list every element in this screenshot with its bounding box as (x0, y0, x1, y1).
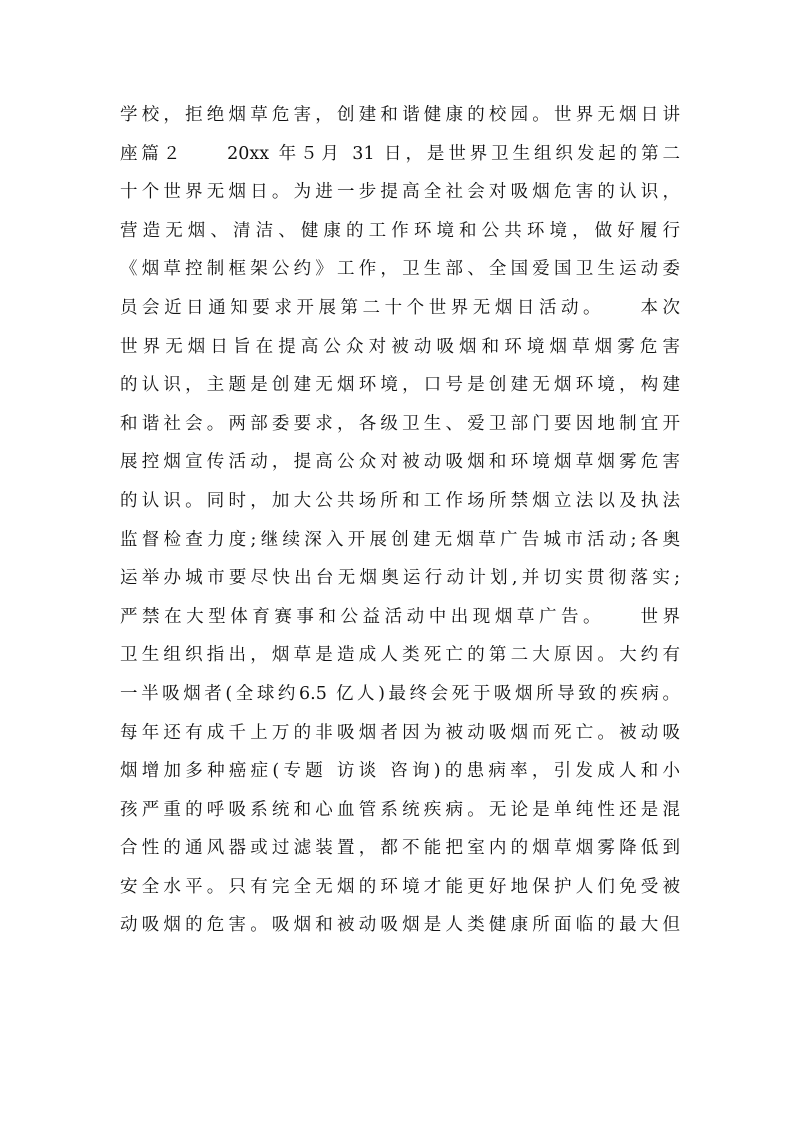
text-line: 合性的通风器或过滤装置，都不能把室内的烟草烟雾降低到 (120, 838, 680, 859)
text-line: 一半吸烟者(全球约6.5 亿人)最终会死于吸烟所导致的疾病。 (120, 683, 680, 704)
text-line: 动吸烟的危害。吸烟和被动吸烟是人类健康所面临的最大但 (120, 915, 680, 936)
text-line: 每年还有成千上万的非吸烟者因为被动吸烟而死亡。被动吸 (120, 722, 680, 743)
text-line: 营造无烟、清洁、健康的工作环境和公共环境，做好履行 (120, 220, 680, 241)
text-line: 的认识，主题是创建无烟环境，口号是创建无烟环境，构建 (120, 375, 680, 396)
text-line: 学校，拒绝烟草危害，创建和谐健康的校园。世界无烟日讲 (120, 105, 680, 125)
text-line: 展控烟宣传活动，提高公众对被动吸烟和环境烟草烟雾危害 (120, 452, 680, 473)
text-line: 卫生组织指出，烟草是造成人类死亡的第二大原因。大约有 (120, 645, 680, 666)
text-line: 员会近日通知要求开展第二十个世界无烟日活动。 本次 (120, 297, 680, 318)
text-line: 十个世界无烟日。为进一步提高全社会对吸烟危害的认识， (120, 182, 680, 203)
text-line: 运举办城市要尽快出台无烟奥运行动计划,并切实贯彻落实; (120, 568, 680, 589)
text-line: 世界无烟日旨在提高公众对被动吸烟和环境烟草烟雾危害 (120, 336, 680, 357)
text-line: 座篇２ 20xx 年５月 31 日，是世界卫生组织发起的第二 (120, 143, 680, 164)
text-line: 的认识。同时，加大公共场所和工作场所禁烟立法以及执法 (120, 490, 680, 511)
text-line: 孩严重的呼吸系统和心血管系统疾病。无论是单纯性还是混 (120, 799, 680, 820)
text-line: 和谐社会。两部委要求，各级卫生、爱卫部门要因地制宜开 (120, 413, 680, 434)
text-line: 严禁在大型体育赛事和公益活动中出现烟草广告。 世界 (120, 606, 680, 627)
text-line: 监督检查力度;继续深入开展创建无烟草广告城市活动;各奥 (120, 529, 680, 550)
body-text (120, 96, 680, 945)
text-line: 烟增加多种癌症(专题 访谈 咨询)的患病率，引发成人和小 (120, 761, 680, 782)
text-line: 《烟草控制框架公约》工作，卫生部、全国爱国卫生运动委 (120, 259, 680, 280)
text-line: 安全水平。只有完全无烟的环境才能更好地保护人们免受被 (120, 876, 680, 897)
